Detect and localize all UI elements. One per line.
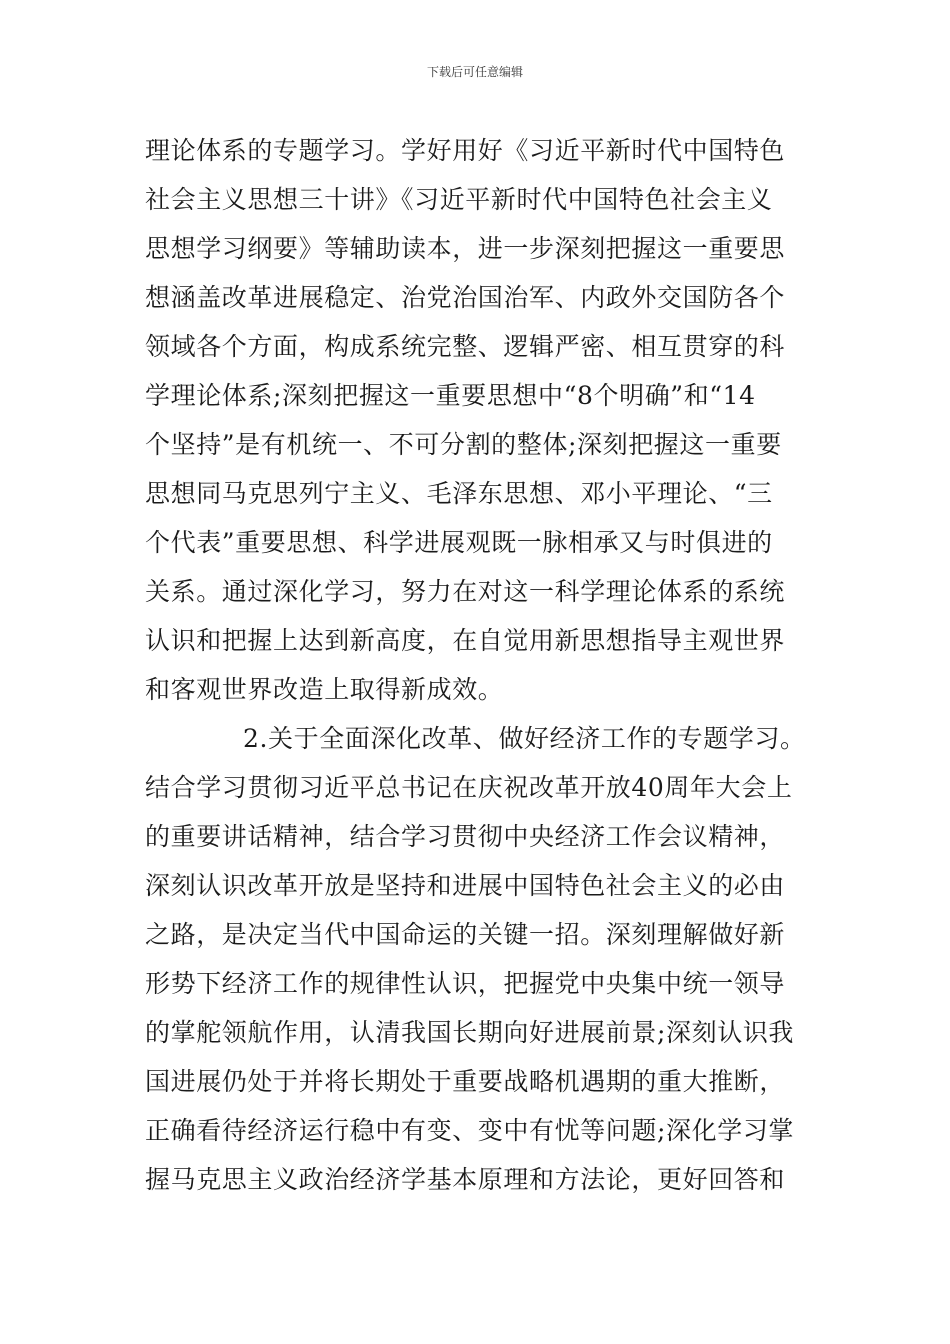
text-line: 结合学习贯彻习近平总书记在庆祝改革开放40周年大会上 [145,773,793,802]
text-line: 握马克思主义政治经济学基本原理和方法论，更好回答和 [145,1165,786,1194]
text-line: 理论体系的专题学习。学好用好《习近平新时代中国特色 [145,136,786,165]
text-line: 和客观世界改造上取得新成效。 [145,675,504,704]
text-line: 正确看待经济运行稳中有变、变中有忧等问题;深化学习掌 [145,1116,795,1145]
text-line: 领域各个方面，构成系统完整、逻辑严密、相互贯穿的科 [145,332,786,361]
text-line: 形势下经济工作的规律性认识，把握党中央集中统一领导 [145,969,786,998]
text-line: 个代表”重要思想、科学进展观既一脉相承又与时俱进的 [145,528,773,557]
page-header: 下载后可任意编辑 [426,65,523,79]
paragraph-1 [145,126,845,714]
text-line: 社会主义思想三十讲》《习近平新时代中国特色社会主义 [145,185,773,214]
paragraph-2 [145,714,845,1204]
text-line: 之路，是决定当代中国命运的关键一招。深刻理解做好新 [145,920,786,949]
text-line: 认识和把握上达到新高度，在自觉用新思想指导主观世界 [145,626,786,655]
text-line: 思想学习纲要》等辅助读本，进一步深刻把握这一重要思 [145,234,786,263]
text-line: 个坚持”是有机统一、不可分割的整体;深刻把握这一重要 [145,430,782,459]
text-line: 深刻认识改革开放是坚持和进展中国特色社会主义的必由 [145,871,786,900]
text-line: 思想同马克思列宁主义、毛泽东思想、邓小平理论、“三 [145,479,773,508]
text-line: 国进展仍处于并将长期处于重要战略机遇期的重大推断， [145,1067,786,1096]
document-body [145,126,845,1204]
text-line: 的掌舵领航作用，认清我国长期向好进展前景;深刻认识我 [145,1018,795,1047]
paragraph-heading-line: 2.关于全面深化改革、做好经济工作的专题学习。 [243,724,806,753]
text-line: 学理论体系;深刻把握这一重要思想中“8个明确”和“14 [145,381,756,410]
text-line: 想涵盖改革进展稳定、治党治国治军、内政外交国防各个 [145,283,786,312]
text-line: 关系。通过深化学习，努力在对这一科学理论体系的系统 [145,577,786,606]
text-line: 的重要讲话精神，结合学习贯彻中央经济工作会议精神， [145,822,786,851]
